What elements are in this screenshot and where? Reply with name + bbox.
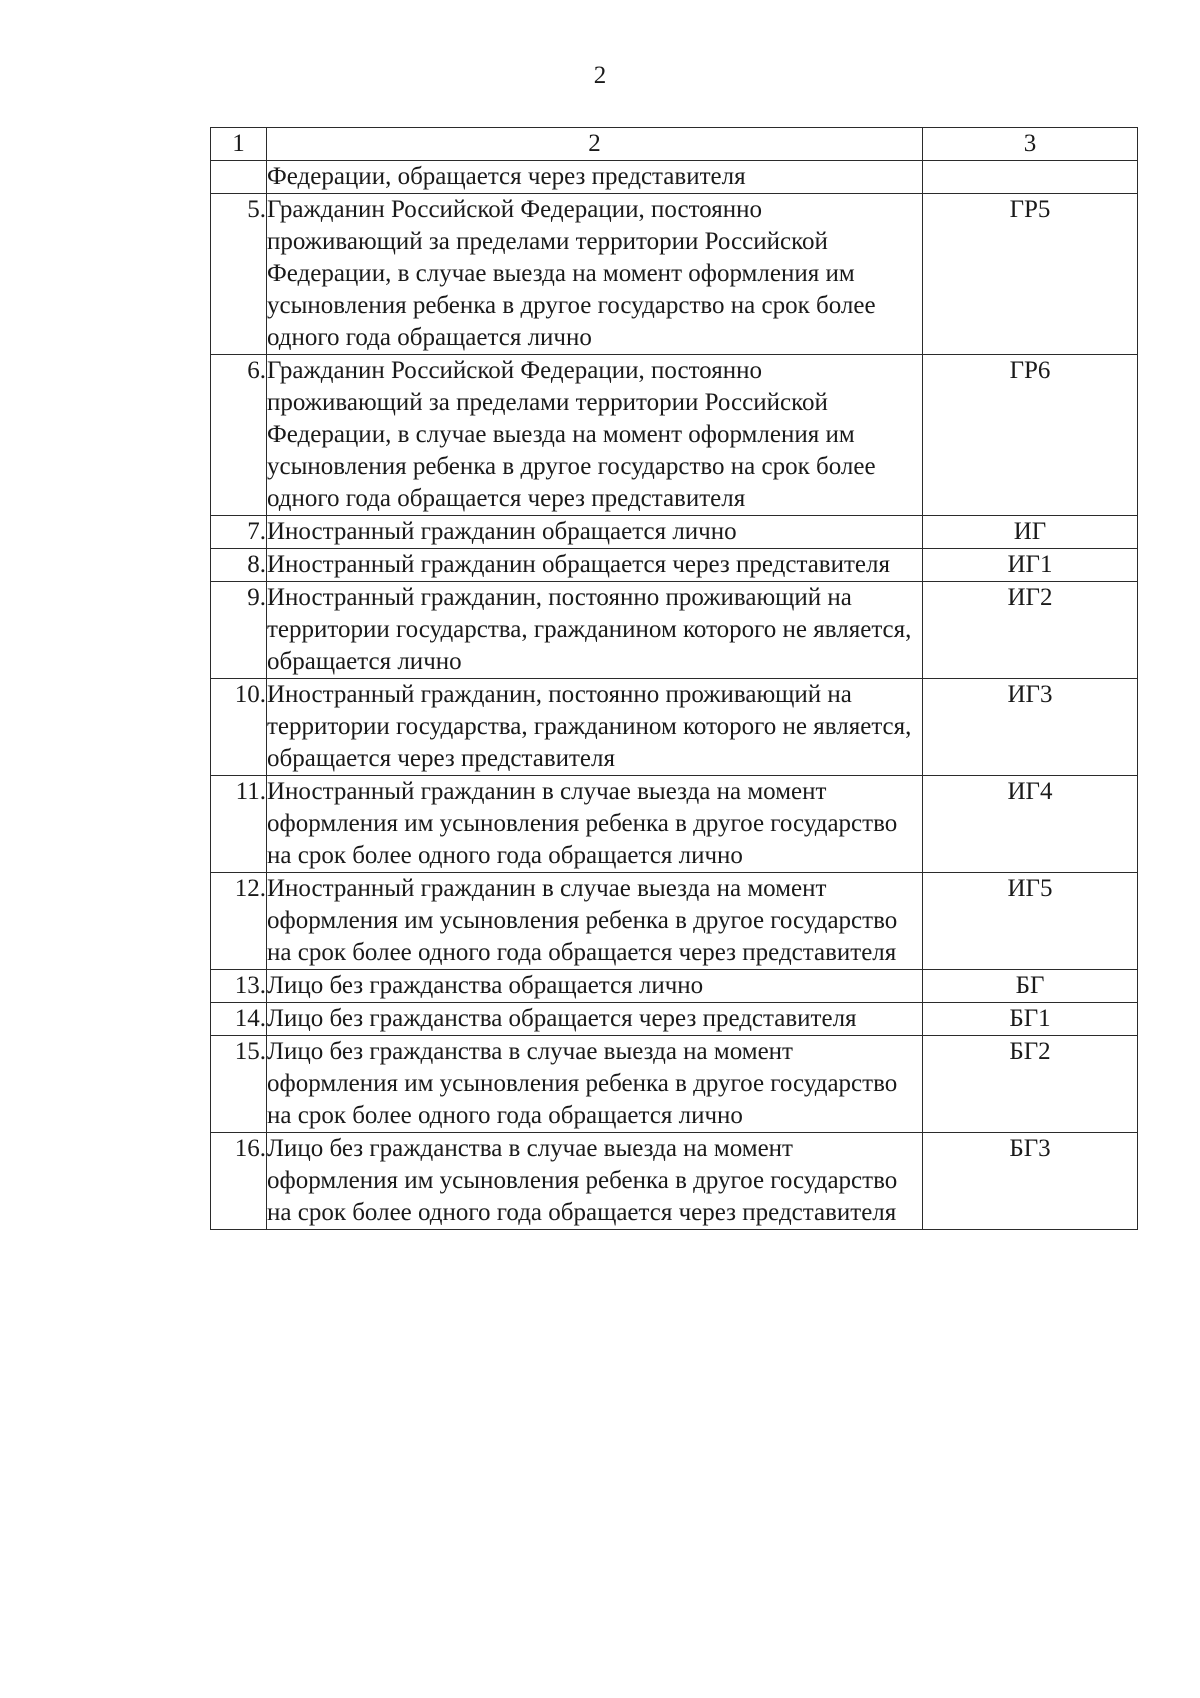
row-code: ГР6	[923, 355, 1138, 516]
header-cell-3: 3	[923, 128, 1138, 161]
table-row	[211, 776, 1138, 873]
table-row	[211, 970, 1138, 1003]
row-code	[923, 161, 1138, 194]
table-row	[211, 516, 1138, 549]
row-description: Иностранный гражданин обращается лично	[267, 516, 923, 549]
row-number: 16.	[211, 1133, 267, 1230]
row-description: Лицо без гражданства обращается лично	[267, 970, 923, 1003]
row-number: 10.	[211, 679, 267, 776]
header-cell-2: 2	[267, 128, 923, 161]
table-row	[211, 679, 1138, 776]
row-number: 6.	[211, 355, 267, 516]
row-description: Гражданин Российской Федерации, постоянно проживающий за пределами территории Российской Федерации, в случае выезда на момент оформления им усыновления ребенка в другое государство на срок более одного года обращается лично	[267, 194, 923, 355]
table-row	[211, 1036, 1138, 1133]
row-description: Гражданин Российской Федерации, постоянно проживающий за пределами территории Российской Федерации, в случае выезда на момент оформления им усыновления ребенка в другое государство на срок более одного года обращается через представителя	[267, 355, 923, 516]
row-number: 7.	[211, 516, 267, 549]
row-code: БГ1	[923, 1003, 1138, 1036]
table-row	[211, 194, 1138, 355]
table-row	[211, 873, 1138, 970]
row-code: БГ	[923, 970, 1138, 1003]
row-number: 13.	[211, 970, 267, 1003]
row-code: БГ2	[923, 1036, 1138, 1133]
row-code: ГР5	[923, 194, 1138, 355]
table-row	[211, 161, 1138, 194]
row-number: 15.	[211, 1036, 267, 1133]
row-description: Иностранный гражданин в случае выезда на момент оформления им усыновления ребенка в другое государство на срок более одного года обращается лично	[267, 776, 923, 873]
row-number: 5.	[211, 194, 267, 355]
row-code: ИГ5	[923, 873, 1138, 970]
row-number: 14.	[211, 1003, 267, 1036]
table-row	[211, 549, 1138, 582]
row-description: Лицо без гражданства в случае выезда на момент оформления им усыновления ребенка в другое государство на срок более одного года обращается лично	[267, 1036, 923, 1133]
row-number: 11.	[211, 776, 267, 873]
row-number: 9.	[211, 582, 267, 679]
table-row	[211, 1133, 1138, 1230]
row-description: Лицо без гражданства в случае выезда на момент оформления им усыновления ребенка в другое государство на срок более одного года обращается через представителя	[267, 1133, 923, 1230]
row-description: Лицо без гражданства обращается через представителя	[267, 1003, 923, 1036]
table-row	[211, 582, 1138, 679]
header-cell-1: 1	[211, 128, 267, 161]
row-number: 12.	[211, 873, 267, 970]
row-description: Иностранный гражданин обращается через представителя	[267, 549, 923, 582]
row-description: Иностранный гражданин, постоянно проживающий на территории государства, гражданином которого не является, обращается через представителя	[267, 679, 923, 776]
table-row	[211, 1003, 1138, 1036]
applicant-category-table	[210, 127, 1138, 1230]
row-number	[211, 161, 267, 194]
row-description: Федерации, обращается через представителя	[267, 161, 923, 194]
table-row	[211, 355, 1138, 516]
row-code: ИГ4	[923, 776, 1138, 873]
row-code: ИГ2	[923, 582, 1138, 679]
row-description: Иностранный гражданин в случае выезда на момент оформления им усыновления ребенка в другое государство на срок более одного года обращается через представителя	[267, 873, 923, 970]
row-code: ИГ	[923, 516, 1138, 549]
table-header-row	[211, 128, 1138, 161]
row-code: БГ3	[923, 1133, 1138, 1230]
row-code: ИГ1	[923, 549, 1138, 582]
row-description: Иностранный гражданин, постоянно проживающий на территории государства, гражданином которого не является, обращается лично	[267, 582, 923, 679]
row-number: 8.	[211, 549, 267, 582]
page-number: 2	[593, 62, 607, 89]
row-code: ИГ3	[923, 679, 1138, 776]
